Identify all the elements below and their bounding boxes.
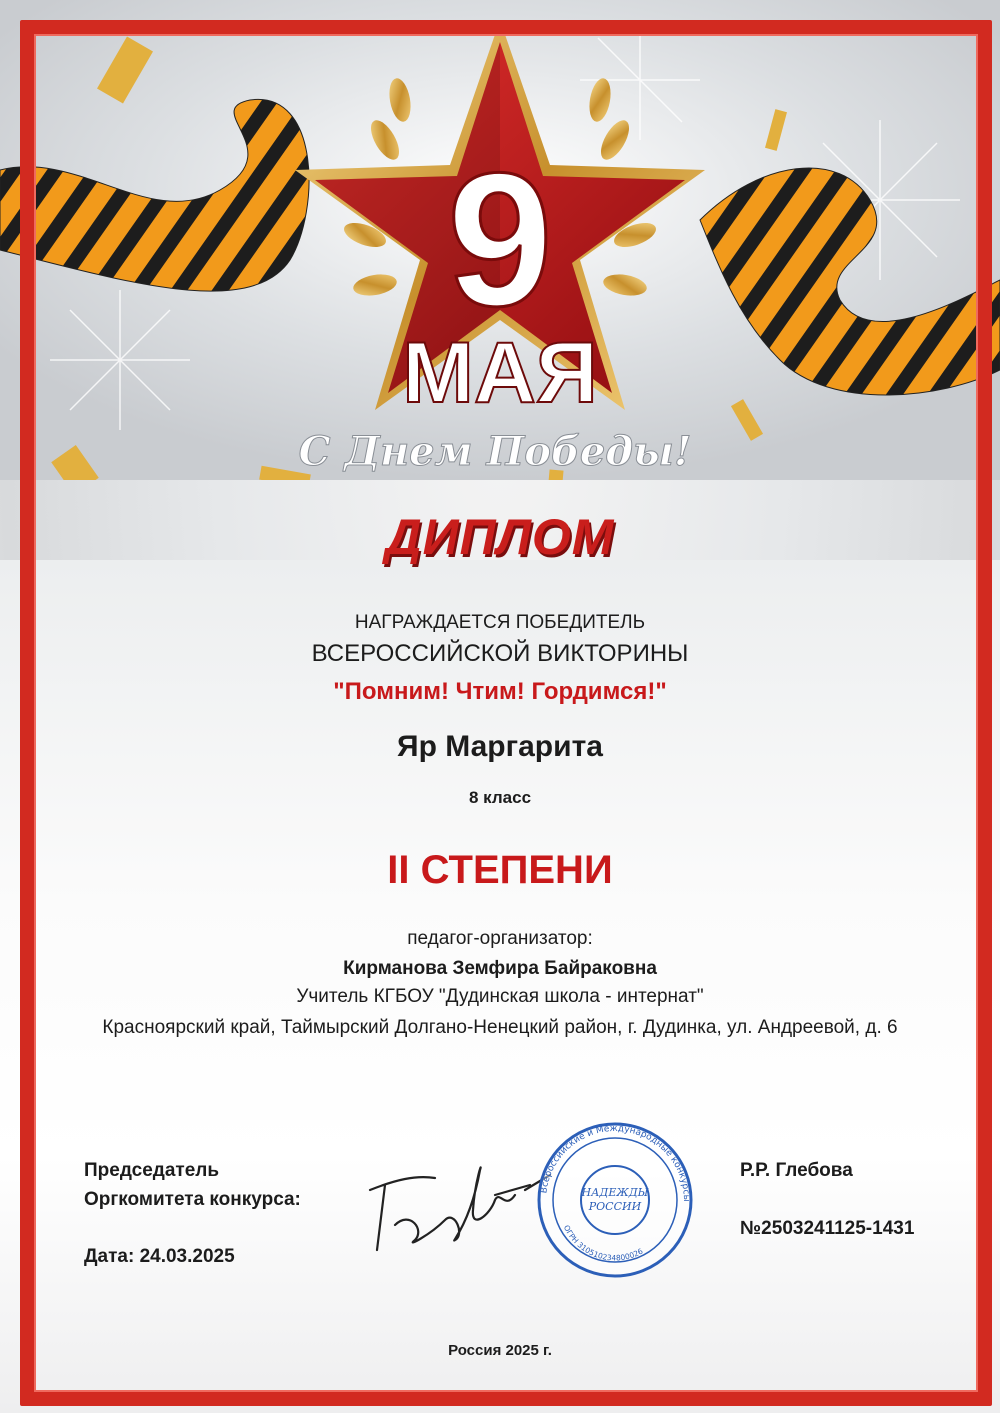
hero-number: 9 <box>447 134 553 346</box>
chair-name: Р.Р. Глебова <box>740 1160 853 1181</box>
signature <box>355 1140 555 1270</box>
svg-text:РОССИИ: РОССИИ <box>588 1200 642 1213</box>
quiz-name: "Помним! Чтим! Гордимся!" <box>333 678 667 705</box>
recipient-grade: 8 класс <box>468 788 532 807</box>
diploma-number: №2503241125-1431 <box>740 1218 915 1239</box>
award-line-1: НАГРАЖДАЕТСЯ ПОБЕДИТЕЛЬ <box>354 612 646 633</box>
svg-text:ОГРН 310510234800026: ОГРН 310510234800026 <box>561 1223 645 1263</box>
hero-greeting: С Днем Победы! <box>298 428 692 475</box>
award-line-2: ВСЕРОССИЙСКОЙ ВИКТОРИНЫ <box>311 640 689 667</box>
diploma-title: ДИПЛОМ <box>385 509 615 565</box>
svg-text:Всероссийские и Международные: Всероссийские и Международные конкурсы <box>539 1123 692 1202</box>
footer-country-year: Россия 2025 г. <box>448 1342 552 1359</box>
award-degree: II СТЕПЕНИ <box>387 848 613 892</box>
teacher-address: Красноярский край, Таймырский Долгано-Ненецкий район, г. Дудинка, ул. Андреевой, д. 6 <box>102 1017 898 1038</box>
recipient-name: Яр Маргарита <box>397 730 603 763</box>
issue-date: Дата: 24.03.2025 <box>84 1246 235 1267</box>
chair-label-line-2: Оргкомитета конкурса: <box>84 1189 301 1210</box>
teacher-position: Учитель КГБОУ "Дудинская школа - интернат" <box>296 986 704 1007</box>
svg-text:НАДЕЖДЫ: НАДЕЖДЫ <box>581 1186 649 1199</box>
organization-seal <box>535 1120 695 1280</box>
teacher-name: Кирманова Земфира Байраковна <box>343 958 657 979</box>
hero-month: МАЯ <box>402 325 598 421</box>
teacher-role: педагог-организатор: <box>407 928 593 949</box>
chair-label-line-1: Председатель <box>84 1160 220 1181</box>
